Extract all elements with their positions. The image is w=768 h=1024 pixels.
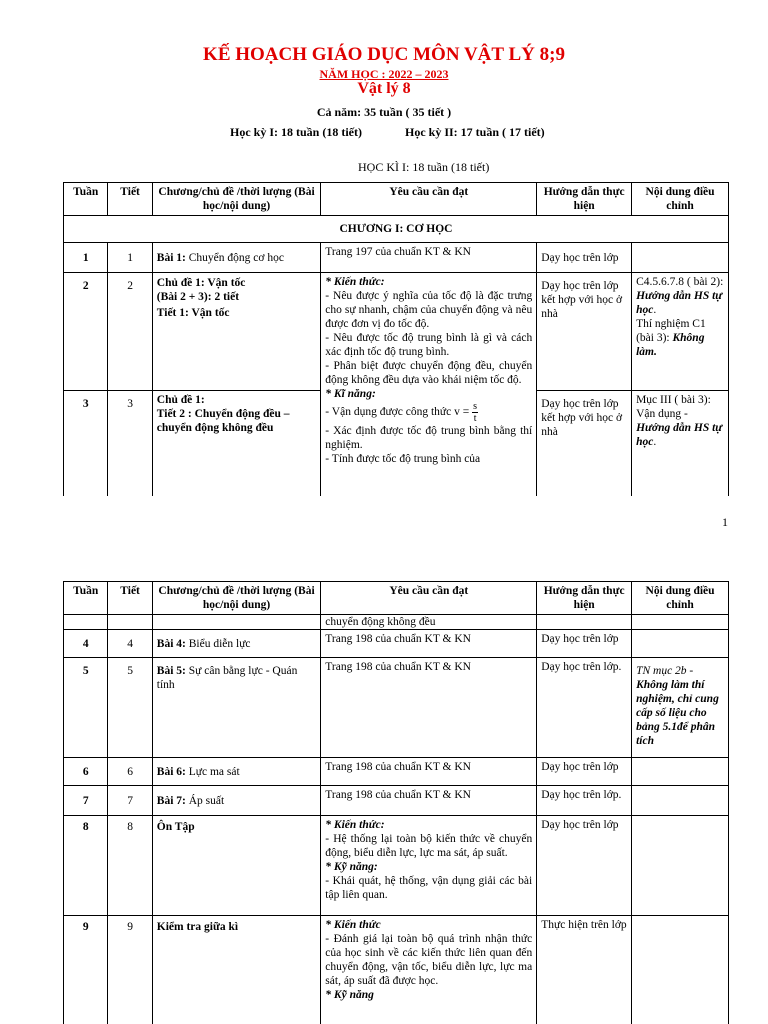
document-title: KẾ HOẠCH GIÁO DỤC MÔN VẬT LÝ 8;9	[203, 44, 565, 65]
cell-noi-dung	[632, 758, 729, 786]
cell-tiet: 9	[108, 916, 152, 1024]
cell-bai: Bài 6: Lực ma sát	[152, 758, 321, 786]
cell-tiet: 6	[108, 758, 152, 786]
cell-bai: Kiểm tra giữa kì	[152, 916, 321, 1024]
table-row	[64, 658, 729, 758]
page-number: 1	[722, 515, 728, 529]
cell-huong-dan: Dạy học trên lớp	[537, 758, 632, 786]
table-row	[64, 273, 729, 391]
cell-yeu-cau: Trang 198 của chuẩn KT & KN	[321, 758, 537, 786]
cell-chu-de: Chủ đề 1: Vận tốc (Bài 2 + 3): 2 tiết Tiết 1: Vận tốc	[152, 273, 321, 391]
cell-yeu-cau: Trang 198 của chuẩn KT & KN	[321, 786, 537, 816]
table-row	[64, 916, 729, 1024]
col-yeu-cau: Yêu cầu cần đạt	[321, 582, 537, 615]
cell-tiet: 4	[108, 630, 152, 658]
page1-table-clip	[0, 182, 768, 496]
cell-noi-dung: TN mục 2b - Không làm thí nghiệm, chỉ cung cấp số liệu cho bảng 5.1để phân tích	[632, 658, 729, 758]
cell-yeu-cau: Trang 197 của chuẩn KT & KN	[321, 243, 537, 273]
chapter-row	[64, 216, 729, 243]
cell-noi-dung	[632, 916, 729, 1024]
col-noi-dung: Nội dung điều chỉnh	[632, 183, 729, 216]
cell-noi-dung	[632, 630, 729, 658]
cell-tuan: 6	[64, 758, 108, 786]
plan-table-page2	[63, 581, 729, 1024]
table-row	[64, 816, 729, 916]
table-row	[64, 243, 729, 273]
semester2-duration: Học kỳ II: 17 tuần ( 17 tiết)	[405, 125, 545, 139]
page2-table-clip	[0, 581, 768, 1024]
col-chuong: Chương/chủ đề /thời lượng (Bài học/nội dung)	[152, 582, 321, 615]
cell-tuan: 7	[64, 786, 108, 816]
cell-tiet: 7	[108, 786, 152, 816]
semester-label: HỌC KÌ I: 18 tuần (18 tiết)	[358, 160, 490, 174]
table-row-continued	[64, 615, 729, 630]
cell-noi-dung	[632, 243, 729, 273]
chapter-title: CHƯƠNG I: CƠ HỌC	[64, 216, 729, 243]
total-duration: Cả năm: 35 tuần ( 35 tiết )	[316, 105, 452, 119]
table-row	[64, 786, 729, 816]
cell-yeu-cau: Trang 198 của chuẩn KT & KN	[321, 658, 537, 758]
cell-huong-dan: Dạy học trên lớp	[537, 630, 632, 658]
cell-yeu-cau-merged: * Kiến thức: - Nêu được ý nghĩa của tốc độ là đặc trưng cho sự nhanh, chậm của chuyển động và nêu được đơn vị đo tốc độ. - Nêu được tốc độ trung bình là gì và cách xác định tốc độ trung bình. - Phân biệt được chuyển động đều, chuyển động không đều dựa vào khái niệm tốc độ. * Kĩ năng: - Vận dụng được công thức v = $\frac{s}{t}$ - Xác định được tốc độ trung bình bằng thí nghiệm. - Tính được tốc độ trung bình của	[321, 273, 537, 497]
cell-chu-de: Chủ đề 1: Tiết 2 : Chuyển động đều – chuyển động không đều	[152, 391, 321, 497]
table-row	[64, 630, 729, 658]
cell-tuan: 4	[64, 630, 108, 658]
col-huong-dan: Hướng dẫn thực hiện	[537, 582, 632, 615]
col-noi-dung: Nội dung điều chỉnh	[632, 582, 729, 615]
velocity-formula: $\frac{s}{t}$	[473, 401, 478, 424]
cell-yeu-cau: Trang 198 của chuẩn KT & KN	[321, 630, 537, 658]
cell-bai: Bài 4: Biểu diễn lực	[152, 630, 321, 658]
cell-bai: Bài 1: Chuyển động cơ học	[152, 243, 321, 273]
table-row	[64, 758, 729, 786]
school-year: NĂM HỌC : 2022 – 2023	[319, 67, 449, 81]
cell-noi-dung	[632, 786, 729, 816]
cell-bai: Ôn Tập	[152, 816, 321, 916]
cell-noi-dung: Mục III ( bài 3): Vận dụng - Hướng dẫn HS tự học.	[632, 391, 729, 497]
col-huong-dan: Hướng dẫn thực hiện	[537, 183, 632, 216]
cell-huong-dan: Dạy học trên lớp.	[537, 658, 632, 758]
cell-tiet: 1	[108, 243, 152, 273]
cell-huong-dan: Dạy học trên lớp kết hợp với học ở nhà	[537, 391, 632, 497]
cell-noi-dung	[632, 816, 729, 916]
cell-tuan: 9	[64, 916, 108, 1024]
cell-tuan: 3	[64, 391, 108, 497]
col-yeu-cau: Yêu cầu cần đạt	[321, 183, 537, 216]
subject-title: Vật lý 8	[357, 80, 411, 97]
table-header-row	[64, 183, 729, 216]
cell-tiet: 5	[108, 658, 152, 758]
cell-tuan: 2	[64, 273, 108, 391]
col-chuong: Chương/chủ đề /thời lượng (Bài học/nội dung)	[152, 183, 321, 216]
cell-yeu-cau: * Kiến thức - Đánh giá lại toàn bộ quá trình nhận thức của học sinh về các kiến thức liên quan đến chuyển động, vận tốc, biểu diễn lực, lực ma sát, áp suất đã được học. * Kỹ năng	[321, 916, 537, 1024]
cell-tiet: 3	[108, 391, 152, 497]
cell-tuan: 5	[64, 658, 108, 758]
cell-huong-dan: Dạy học trên lớp	[537, 816, 632, 916]
cell-noi-dung: C4.5.6.7.8 ( bài 2): Hướng dẫn HS tự học. Thí nghiệm C1 (bài 3): Không làm.	[632, 273, 729, 391]
cell-bai: Bài 5: Sự cân bằng lực - Quán tính	[152, 658, 321, 758]
cell-yeu-cau: chuyển động không đều	[321, 615, 537, 630]
col-tuan: Tuần	[64, 183, 108, 216]
cell-tiet: 2	[108, 273, 152, 391]
col-tiet: Tiết	[108, 183, 152, 216]
cell-tuan: 1	[64, 243, 108, 273]
plan-table-page1	[63, 182, 729, 496]
col-tuan: Tuần	[64, 582, 108, 615]
cell-huong-dan: Dạy học trên lớp.	[537, 786, 632, 816]
cell-yeu-cau: * Kiến thức: - Hệ thống lại toàn bộ kiến thức về chuyển động, biểu diễn lực, lực ma sát, áp suất. * Kỹ năng: - Khái quát, hệ thống, vận dụng giải các bài tập liên quan.	[321, 816, 537, 916]
cell-tuan: 8	[64, 816, 108, 916]
semester1-duration: Học kỳ I: 18 tuần (18 tiết)	[230, 125, 362, 139]
cell-huong-dan: Dạy học trên lớp	[537, 243, 632, 273]
cell-tiet: 8	[108, 816, 152, 916]
cell-huong-dan: Thực hiện trên lớp	[537, 916, 632, 1024]
table-header-row	[64, 582, 729, 615]
col-tiet: Tiết	[108, 582, 152, 615]
cell-bai: Bài 7: Áp suất	[152, 786, 321, 816]
cell-huong-dan: Dạy học trên lớp kết hợp với học ở nhà	[537, 273, 632, 391]
